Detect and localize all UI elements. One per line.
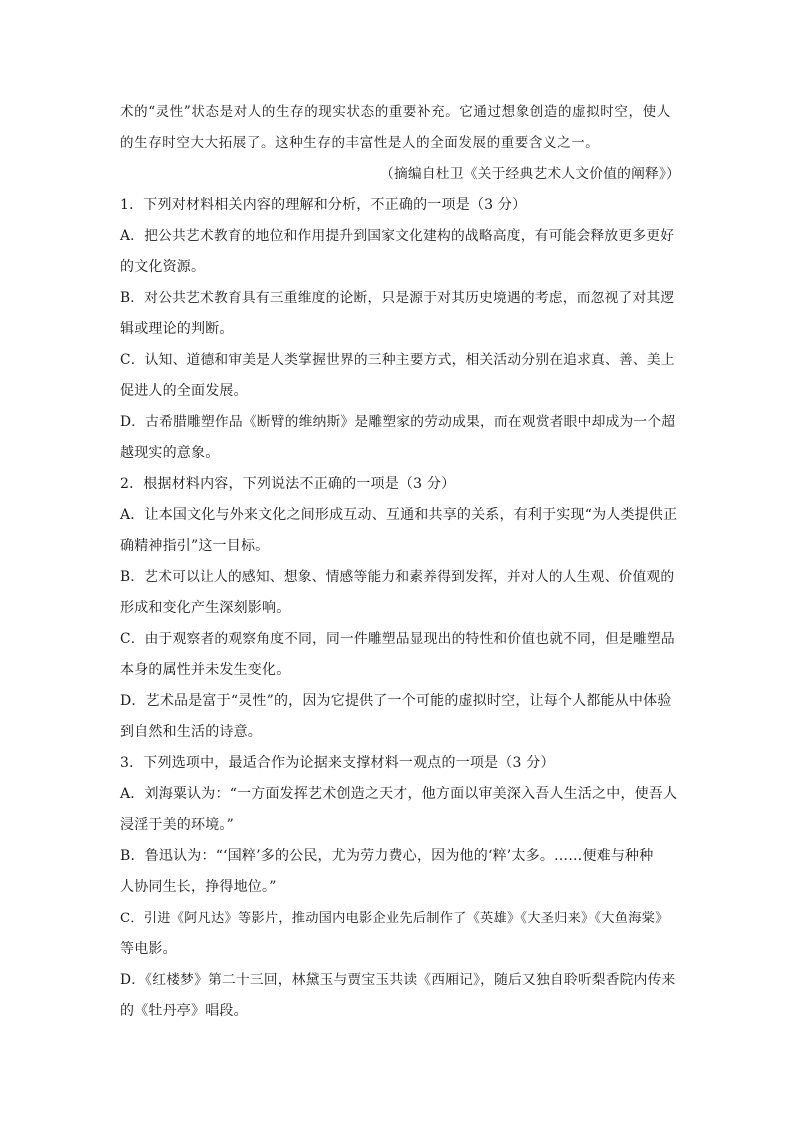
q3-option-d-line-1: D．《红楼梦》第二十三回，林黛玉与贾宝玉共读《西厢记》，随后又独自聆听梨香院内传来 [120, 972, 676, 988]
question-1-stem: 1．下列对材料相关内容的理解和分析，不正确的一项是（3 分） [120, 197, 527, 213]
q3-option-b-line-2: 人协同生长，挣得地位。” [120, 879, 277, 895]
q1-option-d-line-1: D．古希腊雕塑作品《断臂的维纳斯》是雕塑家的劳动成果，而在观赏者眼中却成为一个超 [120, 414, 676, 430]
q3-option-a-line-1: A．刘海粟认为：“一方面发挥艺术创造之天才，他方面以审美深入吾人生活之中，使吾人 [120, 786, 678, 802]
q1-option-b-line-2: 辑或理论的判断。 [120, 321, 234, 337]
q2-option-b-line-2: 形成和变化产生深刻影响。 [120, 600, 291, 616]
q3-option-a-line-2: 浸淫于美的环境。” [120, 817, 234, 833]
q1-option-c-line-1: C．认知、道德和审美是人类掌握世界的三种主要方式，相关活动分别在追求真、善、美上 [120, 352, 675, 368]
q2-option-b-line-1: B．艺术可以让人的感知、想象、情感等能力和素养得到发挥，并对人的人生观、价值观的 [120, 569, 675, 585]
q2-option-d-line-1: D．艺术品是富于“灵性”的，因为它提供了一个可能的虚拟时空，让每个人都能从中体验 [120, 693, 672, 709]
q2-option-d-line-2: 到自然和生活的诗意。 [120, 724, 262, 740]
q1-option-d-line-2: 越现实的意象。 [120, 445, 220, 461]
q1-option-c-line-2: 促进人的全面发展。 [120, 383, 248, 399]
passage-line-2: 的生存时空大大拓展了。这种生存的丰富性是人的全面发展的重要含义之一。 [120, 135, 600, 151]
q1-option-b-line-1: B．对公共艺术教育具有三重维度的论断，只是源于对其历史境遇的考虑，而忽视了对其逻 [120, 290, 675, 306]
question-3-stem: 3．下列选项中，最适合作为论据来支撑材料一观点的一项是（3 分） [120, 755, 555, 771]
q2-option-a-line-1: A．让本国文化与外来文化之间形成互动、互通和共享的关系，有利于实现“为人类提供正 [120, 507, 678, 523]
q2-option-a-line-2: 确精神指引”这一目标。 [120, 538, 270, 554]
q1-option-a-line-2: 的文化资源。 [120, 259, 206, 275]
q3-option-c-line-1: C．引进《阿凡达》等影片，推动国内电影企业先后制作了《英雄》《大圣归来》《大鱼海棠》 [120, 911, 669, 926]
q2-option-c-line-1: C．由于观察者的观察角度不同，同一件雕塑品显现出的特性和价值也就不同，但是雕塑品 [120, 631, 675, 647]
q2-option-c-line-2: 本身的属性并未发生变化。 [120, 662, 291, 678]
q3-option-c-line-2: 等电影。 [120, 941, 177, 957]
q1-option-a-line-1: A．把公共艺术教育的地位和作用提升到国家文化建构的战略高度，有可能会释放更多更好 [120, 228, 675, 244]
q3-option-b-line-1: B．鲁迅认为：“‘国粹’多的公民，尤为劳力费心，因为他的‘粹’太多。……便难与种种 [120, 848, 654, 864]
passage-line-1: 术的“灵性”状态是对人的生存的现实状态的重要补充。它通过想象创造的虚拟时空，使人 [120, 104, 671, 120]
passage-source: （摘编自杜卫《关于经典艺术人文价值的阐释》） [380, 166, 681, 182]
question-2-stem: 2．根据材料内容，下列说法不正确的一项是（3 分） [120, 476, 456, 492]
q3-option-d-line-2: 的《牡丹亭》唱段。 [120, 1003, 248, 1019]
